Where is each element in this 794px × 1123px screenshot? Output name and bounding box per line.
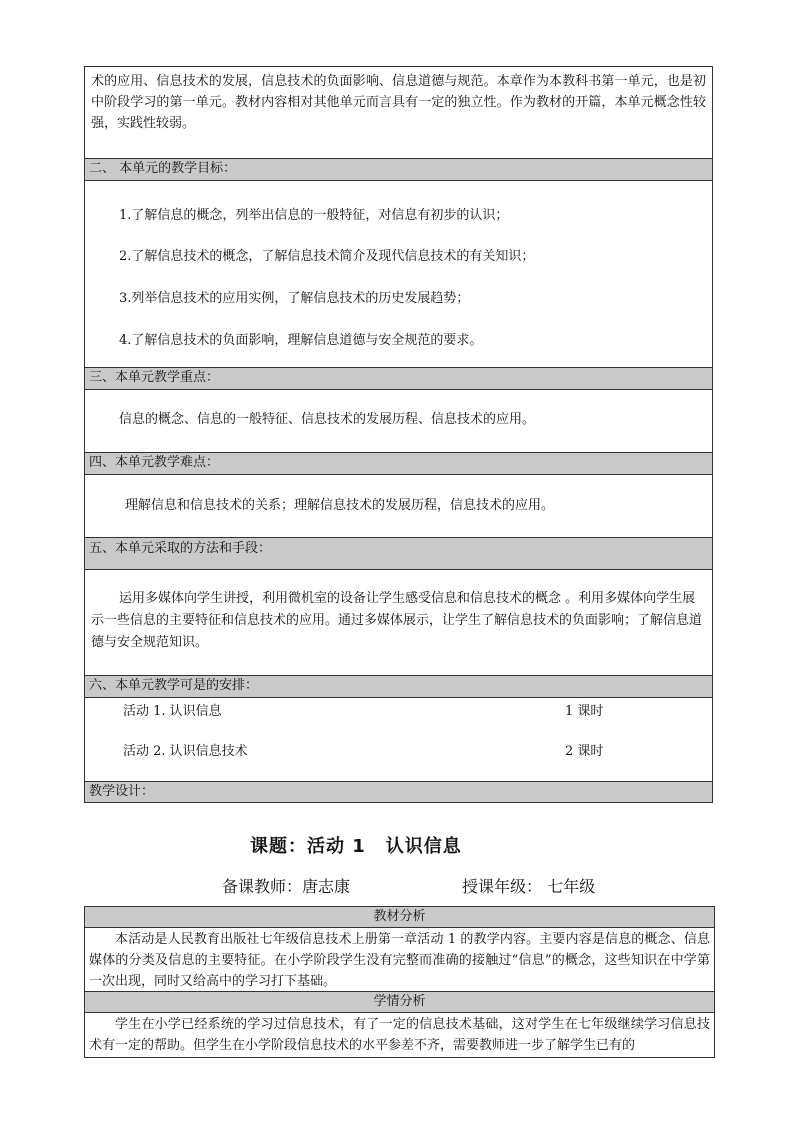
difficulty-text: 理解信息和信息技术的关系；理解信息技术的发展历程，信息技术的应用。 xyxy=(125,498,555,513)
difficulty-header: 四、本单元教学难点： xyxy=(84,452,713,474)
goal-item: 2.了解信息技术的概念，了解信息技术简介及现代信息技术的有关知识； xyxy=(119,249,535,264)
goals-header: 二、 本单元的教学目标： xyxy=(84,158,713,180)
activity-hours: 1 课时 xyxy=(565,704,604,719)
student-analysis-text: 学生在小学已经系统的学习过信息技术，有了一定的信息技术基础，这对学生在七年级继续学习信息技术有一定的帮助。但学生在小学阶段信息技术的水平参差不齐，需要教师进一步了解学生已有的 xyxy=(84,1012,715,1058)
material-analysis-text: 本活动是人民教育出版社七年级信息技术上册第一章活动 1 的教学内容。主要内容是信息的概念、信息媒体的分类及信息的主要特征。在小学阶段学生没有完整而准确的接触过“信息”的概念，这些知识在中学第一次出现，同时又给高中的学习打下基础。 xyxy=(84,927,715,991)
lesson-title xyxy=(250,832,462,858)
key-points-text: 信息的概念、信息的一般特征、信息技术的发展历程、信息技术的应用。 xyxy=(119,412,536,427)
methods-text: 运用多媒体向学生讲授，利用微机室的设备让学生感受信息和信息技术的概念 。利用多媒体向学生展示一些信息的主要特征和信息技术的应用。通过多媒体展示，让学生了解信息技术的负面影响；了解信息道德与安全规范知识。 xyxy=(91,591,703,650)
activity-name: 活动 1. 认识信息 xyxy=(123,704,222,719)
design-header: 教学设计： xyxy=(84,781,713,803)
activity-name: 活动 2. 认识信息技术 xyxy=(123,744,248,759)
difficulty-cell xyxy=(84,474,713,537)
teacher-label: 备课教师：唐志康 xyxy=(222,877,351,896)
methods-header: 五、本单元采取的方法和手段： xyxy=(84,537,713,569)
goals-cell xyxy=(84,180,713,367)
intro-cell xyxy=(84,66,713,158)
key-points-cell xyxy=(84,389,713,452)
lesson-plan-table xyxy=(84,906,715,1058)
arrangement-header: 六、本单元教学可是的安排： xyxy=(84,675,713,697)
arrangement-cell xyxy=(84,697,713,781)
material-analysis-header: 教材分析 xyxy=(84,906,715,927)
grade-label: 授课年级： 七年级 xyxy=(462,877,596,896)
goal-item: 1.了解信息的概念，列举出信息的一般特征，对信息有初步的认识； xyxy=(119,208,509,223)
goal-item: 3.列举信息技术的应用实例，了解信息技术的历史发展趋势； xyxy=(119,291,470,306)
unit-plan-table xyxy=(84,66,715,802)
activity-hours: 2 课时 xyxy=(565,744,604,759)
methods-cell xyxy=(84,569,713,675)
goal-item: 4.了解信息技术的负面影响，理解信息道德与安全规范的要求。 xyxy=(119,333,483,348)
key-points-header: 三、本单元教学重点： xyxy=(84,367,713,389)
lesson-title-prefix: 课题：活动 1 xyxy=(250,836,366,857)
intro-text: 术的应用、信息技术的发展，信息技术的负面影响、信息道德与规范。本章作为本教科书第一单元，也是初中阶段学习的第一单元。教材内容相对其他单元而言具有一定的独立性。作为教材的开篇，本单元概念性较强，实践性较弱。 xyxy=(91,74,706,131)
lesson-title-topic: 认识信息 xyxy=(385,836,462,857)
student-analysis-header: 学情分析 xyxy=(84,991,715,1012)
